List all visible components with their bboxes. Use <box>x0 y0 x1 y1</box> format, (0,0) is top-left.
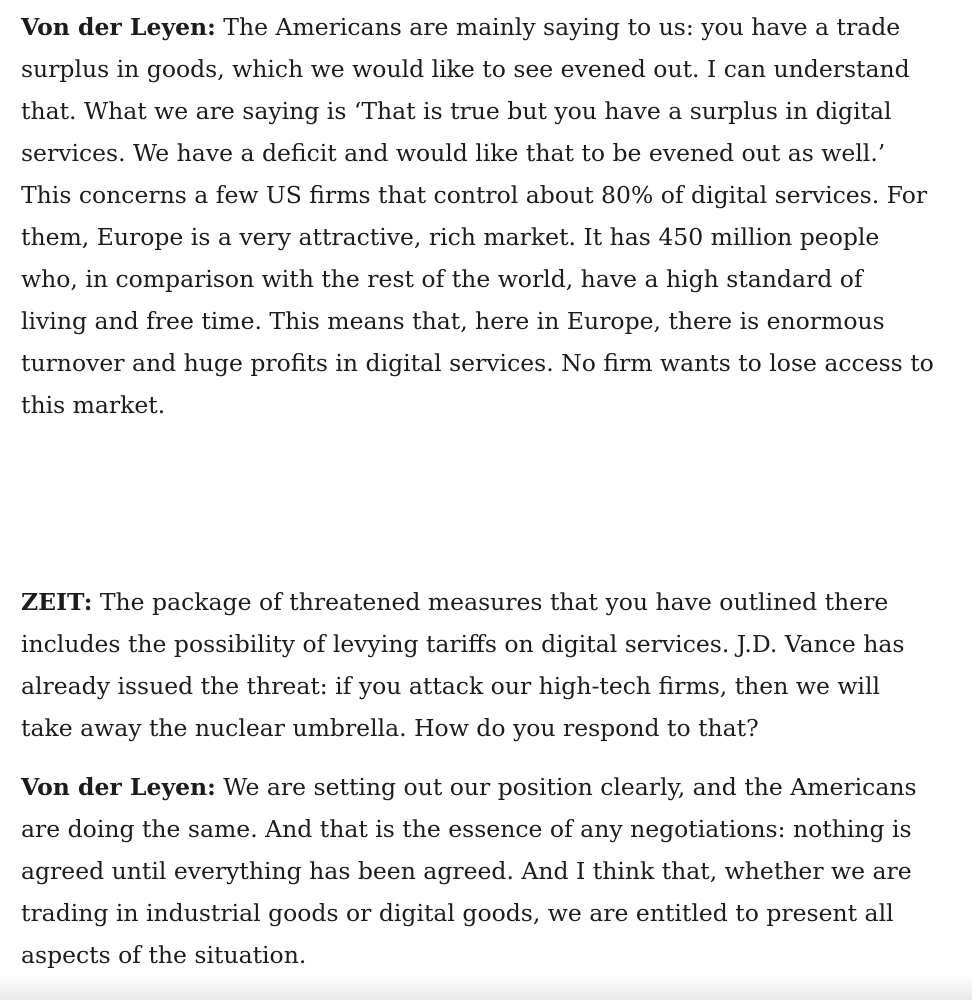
paragraph-text: The Americans are mainly saying to us: you have a trade surplus in goods, which we would like to see evened out. I can understand that. What we are saying is ‘That is true but you have a surplus in digital services. We have a deficit and would like that to be evened out as well.’ This concerns a few US firms that control about 80% of digital services. For them, Europe is a very attractive, rich market. It has 450 million people who, in comparison with the rest of the world, have a high standard of living and free time. This means that, here in Europe, there is enormous turnover and huge profits in digital services. No firm wants to lose access to this market. <box>21 13 934 419</box>
paragraph-text: We are setting out our position clearly, and the Americans are doing the same. And that is the essence of any negotiations: nothing is agreed until everything has been agreed. And I think that, whether we are trading in industrial goods or digital goods, we are entitled to present all aspects of the situation. <box>21 773 917 969</box>
empty-ad-slot <box>21 443 934 581</box>
paragraph <box>21 6 934 426</box>
speaker-label: Von der Leyen: <box>21 13 216 41</box>
speaker-label: Von der Leyen: <box>21 773 216 801</box>
paragraph-text: The package of threatened measures that you have outlined there includes the possibility of levying tariffs on digital services. J.D. Vance has already issued the threat: if you attack our high-tech firms, then we will take away the nuclear umbrella. How do you respond to that? <box>21 588 905 742</box>
bottom-fade-gradient <box>0 974 972 1000</box>
speaker-label: ZEIT: <box>21 588 93 616</box>
paragraph <box>21 766 934 976</box>
paragraph <box>21 581 934 749</box>
